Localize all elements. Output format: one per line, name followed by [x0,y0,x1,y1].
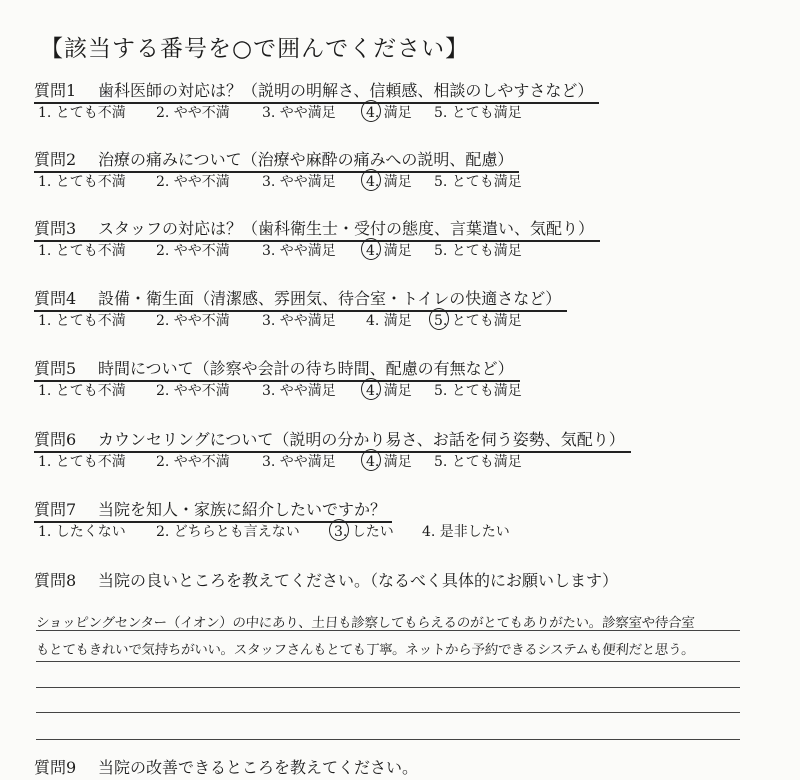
question-1 [34,80,774,121]
question-title [34,218,600,242]
option-2[interactable]: 2. どちらとも言えない [156,524,300,540]
option-5[interactable] [434,310,522,330]
question-6 [34,429,774,470]
option-2[interactable]: 2. やや不満 [156,243,230,259]
option-1[interactable]: 1. とても不満 [38,105,126,121]
option-2[interactable]: 2. やや不満 [156,313,230,329]
selected-circle: 4. 満足 [366,102,412,122]
question-title [34,757,774,779]
option-4[interactable]: 4. 満足 [366,313,412,329]
option-4[interactable]: 4. 是非したい [422,524,510,540]
question-number: 質問5 [34,359,77,378]
option-2[interactable]: 2. やや不満 [156,174,230,190]
option-4[interactable] [366,240,412,260]
selected-circle: 4. 満足 [366,451,412,471]
question-text: 当院の改善できるところを教えてください。 [98,758,419,777]
option-4[interactable] [366,451,412,471]
answer-line-1: ショッピングセンター（イオン）の中にあり、土日も診察してもらえるのがとてもありがたい。診察室や待合室 [35,615,695,631]
option-3[interactable]: 3. やや満足 [262,313,336,329]
option-5[interactable]: 5. とても満足 [434,383,522,399]
question-text: 治療の痛みについて（治療や麻酔の痛みへの説明、配慮） [98,150,514,169]
question-3 [34,218,774,259]
option-2[interactable]: 2. やや不満 [156,454,230,470]
question-number: 質問2 [34,150,77,169]
writing-line [36,661,740,662]
selected-circle: 5. とても満足 [434,310,522,330]
option-4[interactable] [366,380,412,400]
writing-line [36,630,740,631]
question-number: 質問3 [34,219,77,238]
page-title: 【該当する番号を○で囲んでください】 [40,36,470,62]
selected-circle: 4. 満足 [366,380,412,400]
option-3[interactable]: 3. やや満足 [262,454,336,470]
question-number: 質問8 [34,571,77,590]
option-1[interactable]: 1. とても不満 [38,383,126,399]
question-8 [34,570,774,592]
question-2 [34,149,774,190]
writing-line [36,712,740,713]
option-5[interactable]: 5. とても満足 [434,243,522,259]
option-1[interactable]: 1. とても不満 [38,243,126,259]
question-7 [34,499,774,540]
question-text: カウンセリングについて（説明の分かり易さ、お話を伺う姿勢、気配り） [98,430,625,449]
selected-circle: 4. 満足 [366,240,412,260]
question-title [34,80,599,104]
question-text: 当院を知人・家族に紹介したいですか？ [98,500,387,519]
question-text: スタッフの対応は？（歯科衛生士・受付の態度、言葉遣い、気配り） [98,219,595,238]
question-number: 質問4 [34,289,77,308]
question-9 [34,757,774,779]
answer-line-2: もとてもきれいで気持ちがいい。スタッフさんもとても丁寧。ネットから予約できるシステムも便利だと思う。 [35,642,696,658]
question-title [34,288,567,312]
option-1[interactable]: 1. とても不満 [38,174,126,190]
question-text: 歯科医師の対応は？（説明の明解さ、信頼感、相談のしやすさなど） [98,81,594,100]
writing-line [36,687,740,688]
option-3[interactable]: 3. やや満足 [262,383,336,399]
selected-circle: 3. したい [334,521,394,541]
option-1[interactable]: 1. したくない [38,524,126,540]
question-text: 時間について（診察や会計の待ち時間、配慮の有無など） [98,359,514,378]
option-2[interactable]: 2. やや不満 [156,383,230,399]
question-title [34,358,520,382]
question-5 [34,358,774,399]
option-4[interactable] [366,171,412,191]
question-text: 当院の良いところを教えてください。（なるべく具体的にお願いします） [98,571,619,590]
option-4[interactable] [366,102,412,122]
option-5[interactable]: 5. とても満足 [434,174,522,190]
question-title [34,149,519,173]
option-3[interactable]: 3. やや満足 [262,243,336,259]
option-3[interactable]: 3. やや満足 [262,174,336,190]
writing-line [36,739,740,740]
option-2[interactable]: 2. やや不満 [156,105,230,121]
question-number: 質問1 [34,81,77,100]
option-3[interactable] [334,521,394,541]
option-5[interactable]: 5. とても満足 [434,454,522,470]
option-3[interactable]: 3. やや満足 [262,105,336,121]
question-title [34,570,774,592]
option-1[interactable]: 1. とても不満 [38,313,126,329]
option-1[interactable]: 1. とても不満 [38,454,126,470]
selected-circle: 4. 満足 [366,171,412,191]
option-5[interactable]: 5. とても満足 [434,105,522,121]
question-title [34,429,631,453]
question-4 [34,288,774,329]
question-number: 質問6 [34,430,77,449]
question-text: 設備・衛生面（清潔感、雰囲気、待合室・トイレの快適さなど） [98,289,562,308]
question-number: 質問9 [34,758,77,777]
question-number: 質問7 [34,500,77,519]
